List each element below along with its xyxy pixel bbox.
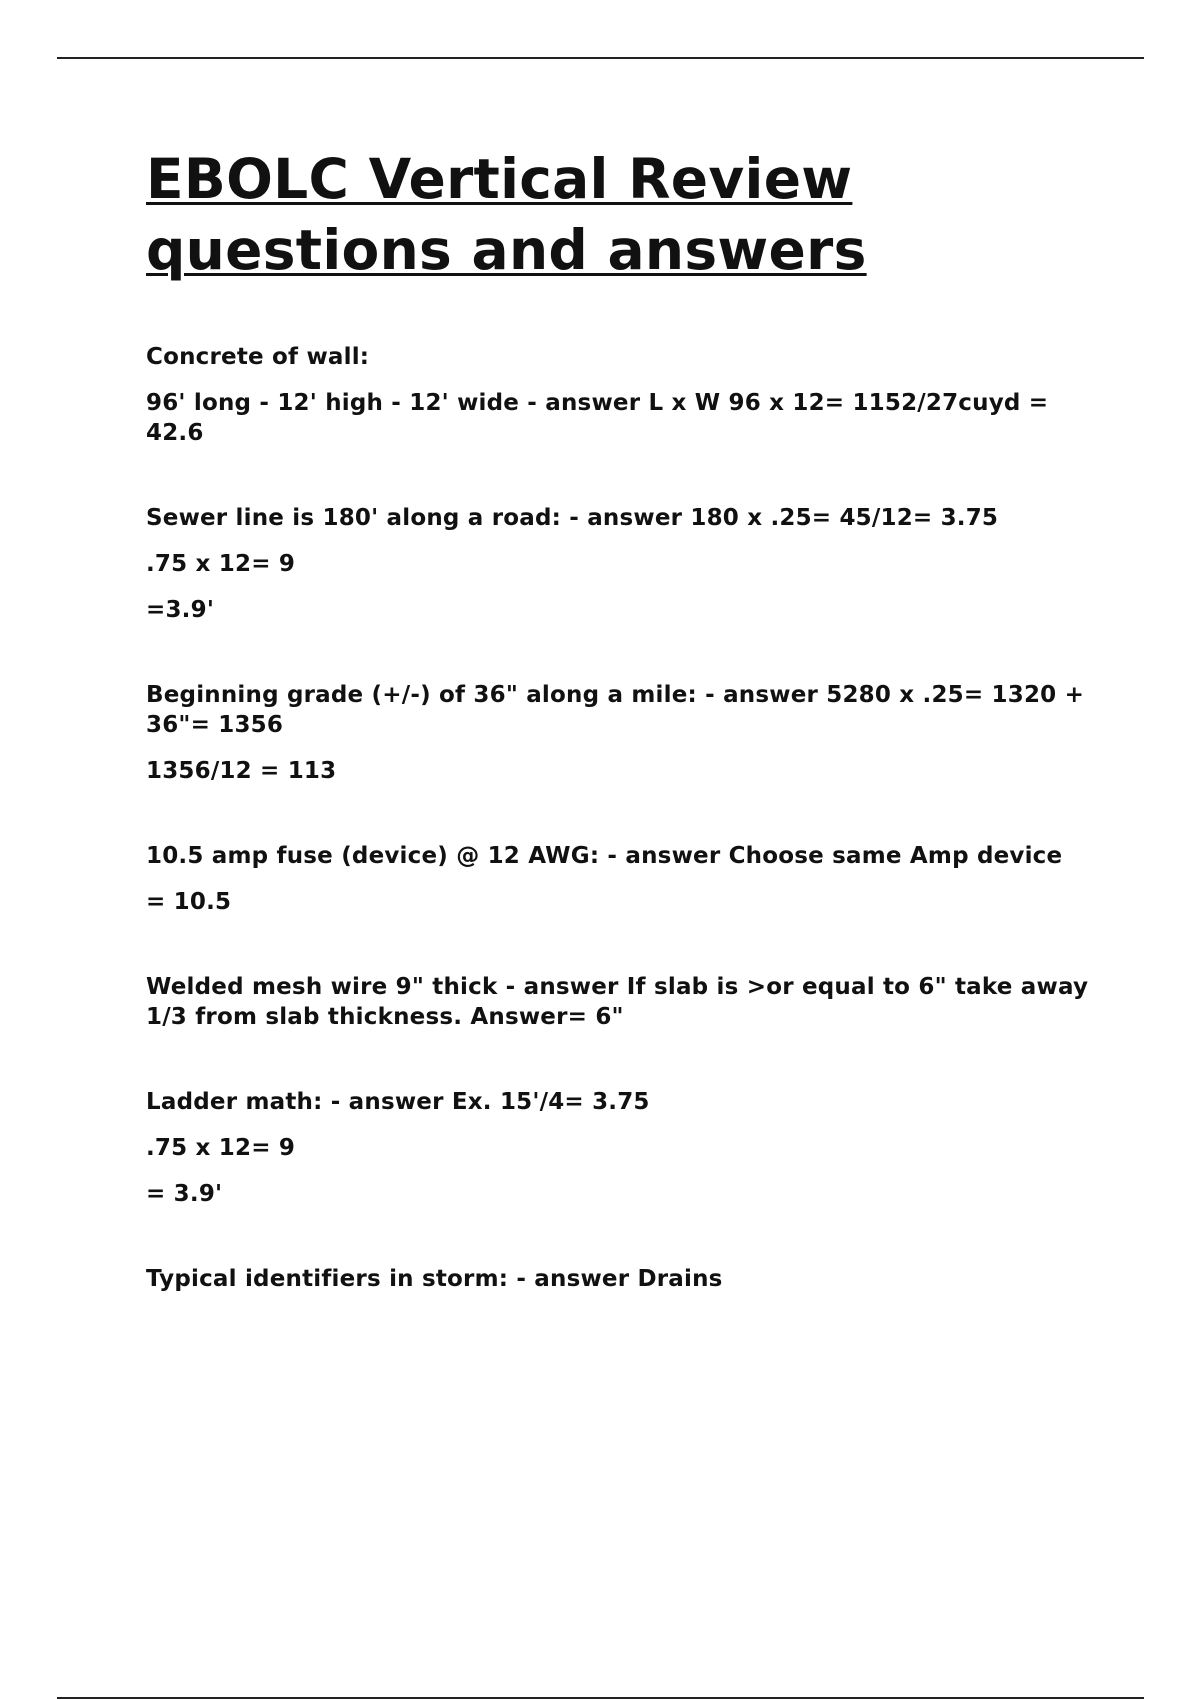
qa-line: .75 x 12= 9 <box>146 1135 296 1161</box>
qa-line: Beginning grade (+/-) of 36" along a mile: - answer 5280 x .25= 1320 + 36"= 1356 <box>146 682 1085 738</box>
qa-item <box>146 342 1096 448</box>
qa-line: Sewer line is 180' along a road: - answer 180 x .25= 45/12= 3.75 <box>146 505 999 531</box>
qa-item <box>146 841 1096 917</box>
qa-item <box>146 680 1096 786</box>
document-body <box>146 144 1096 1294</box>
qa-line: Welded mesh wire 9" thick - answer If slab is >or equal to 6" take away 1/3 from slab thickness. Answer= 6" <box>146 974 1089 1030</box>
qa-item <box>146 1264 1096 1294</box>
qa-item <box>146 972 1096 1032</box>
qa-line: Concrete of wall: <box>146 344 370 370</box>
qa-line: 96' long - 12' high - 12' wide - answer L x W 96 x 12= 1152/27cuyd = 42.6 <box>146 390 1049 446</box>
qa-line: =3.9' <box>146 597 215 623</box>
qa-line: 10.5 amp fuse (device) @ 12 AWG: - answer Choose same Amp device <box>146 843 1063 869</box>
top-rule <box>57 57 1144 59</box>
document-title <box>146 144 1096 286</box>
bottom-rule <box>57 1697 1144 1699</box>
qa-list <box>146 342 1096 1294</box>
qa-item <box>146 503 1096 625</box>
qa-item <box>146 1087 1096 1209</box>
qa-line: Ladder math: - answer Ex. 15'/4= 3.75 <box>146 1089 650 1115</box>
qa-line: = 3.9' <box>146 1181 223 1207</box>
qa-line: 1356/12 = 113 <box>146 758 337 784</box>
title-line-1: EBOLC Vertical Review <box>146 147 853 211</box>
title-line-2: questions and answers <box>146 218 867 282</box>
qa-line: Typical identifiers in storm: - answer Drains <box>146 1266 723 1292</box>
qa-line: = 10.5 <box>146 889 232 915</box>
qa-line: .75 x 12= 9 <box>146 551 296 577</box>
